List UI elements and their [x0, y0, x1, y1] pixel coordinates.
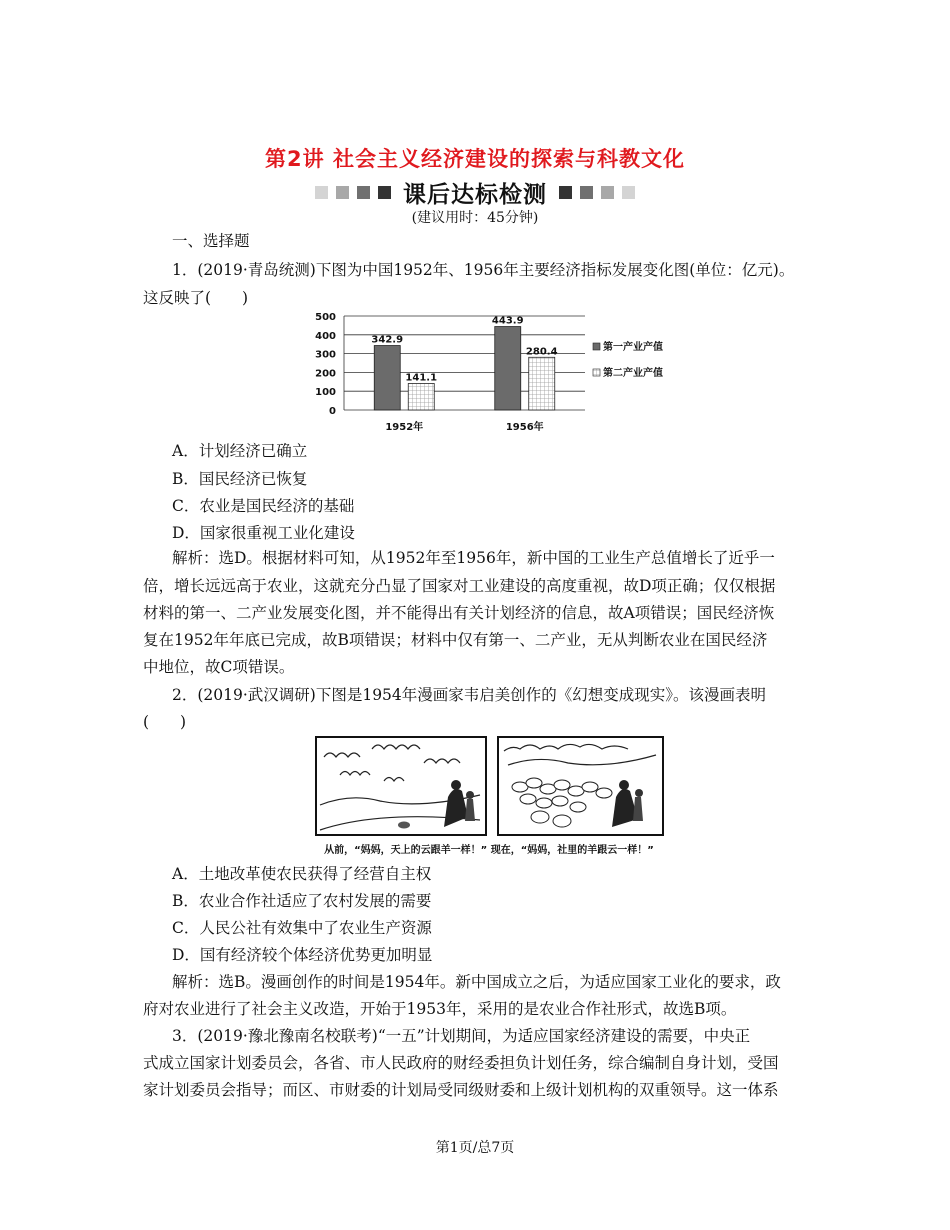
- x-tick-label: 1956年: [505, 422, 544, 433]
- question-stem: 这反映了( ): [143, 289, 249, 307]
- bar: [374, 346, 400, 410]
- analysis-text: 解析：选D。根据材料可知，从1952年至1956年，新中国的工业生产总值增长了近乎一: [172, 549, 775, 567]
- data-label: 141.1: [405, 372, 438, 384]
- page-footer: 第1页/总7页: [435, 1140, 515, 1156]
- question-stem: 1．(2019·青岛统测)下图为中国1952年、1956年主要经济指标发展变化图(单位：亿元)。: [172, 261, 795, 279]
- y-tick-label: 0: [329, 406, 336, 417]
- analysis-text: 材料的第一、二产业发展变化图，并不能得出有关计划经济的信息，故A项错误；国民经济恢: [143, 604, 775, 622]
- banner-square-icon: [357, 186, 370, 199]
- lesson-title: 第2讲 社会主义经济建设的探索与科教文化: [265, 147, 685, 171]
- data-label: 342.9: [371, 334, 404, 346]
- y-tick-label: 300: [315, 349, 336, 361]
- answer-option[interactable]: C．人民公社有效集中了农业生产资源: [172, 919, 432, 937]
- section-banner: [0, 176, 950, 209]
- time-hint: (建议用时：45分钟): [411, 210, 539, 226]
- bar-chart: [300, 306, 680, 436]
- answer-option[interactable]: B．国民经济已恢复: [172, 470, 308, 488]
- bar: [495, 327, 521, 410]
- bar: [408, 383, 434, 410]
- data-label: 443.9: [491, 315, 524, 327]
- cartoon-caption: 从前，“妈妈，天上的云跟羊一样！” 现在，“妈妈，社里的羊跟云一样！”: [324, 845, 654, 856]
- analysis-text: 解析：选B。漫画创作的时间是1954年。新中国成立之后，为适应国家工业化的要求，政: [172, 973, 781, 991]
- banner-title: 课后达标检测: [403, 182, 547, 208]
- banner-square-icon: [601, 186, 614, 199]
- answer-option[interactable]: D．国家很重视工业化建设: [172, 524, 355, 542]
- banner-square-icon: [315, 186, 328, 199]
- cartoon-illustration: [312, 735, 667, 860]
- question-stem: 3．(2019·豫北豫南名校联考)“一五”计划期间，为适应国家经济建设的需要，中央正: [172, 1027, 751, 1045]
- section-heading: 一、选择题: [172, 232, 250, 250]
- answer-option[interactable]: B．农业合作社适应了农村发展的需要: [172, 892, 432, 910]
- answer-option[interactable]: A．土地改革使农民获得了经营自主权: [172, 865, 432, 883]
- answer-option[interactable]: A．计划经济已确立: [172, 442, 308, 460]
- bar: [529, 357, 555, 410]
- question-stem: 2．(2019·武汉调研)下图是1954年漫画家韦启美创作的《幻想变成现实》。该漫画表明: [172, 686, 767, 704]
- legend-swatch: [593, 369, 600, 376]
- banner-square-icon: [580, 186, 593, 199]
- y-tick-label: 400: [315, 330, 336, 342]
- question-stem: 式成立国家计划委员会，各省、市人民政府的财经委担负计划任务，综合编制自身计划，受国: [143, 1054, 779, 1072]
- question-stem: ( ): [143, 713, 187, 731]
- answer-option[interactable]: C．农业是国民经济的基础: [172, 497, 355, 515]
- answer-option[interactable]: D．国有经济较个体经济优势更加明显: [172, 946, 433, 964]
- question-stem: 家计划委员会指导；而区、市财委的计划局受同级财委和上级计划机构的双重领导。这一体系: [143, 1081, 779, 1099]
- legend-label: 第二产业产值: [603, 368, 663, 379]
- y-tick-label: 500: [315, 312, 336, 323]
- analysis-text: 府对农业进行了社会主义改造，开始于1953年，采用的是农业合作社形式，故选B项。: [143, 1000, 737, 1018]
- legend-swatch: [593, 343, 600, 350]
- y-tick-label: 200: [315, 368, 336, 380]
- analysis-text: 倍，增长远远高于农业，这就充分凸显了国家对工业建设的高度重视，故D项正确；仅仅根据: [143, 577, 776, 595]
- legend-label: 第一产业产值: [603, 342, 663, 353]
- data-label: 280.4: [525, 346, 558, 358]
- x-tick-label: 1952年: [385, 422, 424, 433]
- banner-square-icon: [622, 186, 635, 199]
- banner-square-icon: [378, 186, 391, 199]
- analysis-text: 中地位，故C项错误。: [143, 658, 295, 676]
- banner-square-icon: [336, 186, 349, 199]
- y-tick-label: 100: [315, 387, 336, 399]
- banner-square-icon: [559, 186, 572, 199]
- analysis-text: 复在1952年年底已完成，故B项错误；材料中仅有第一、二产业，无从判断农业在国民经济: [143, 631, 768, 649]
